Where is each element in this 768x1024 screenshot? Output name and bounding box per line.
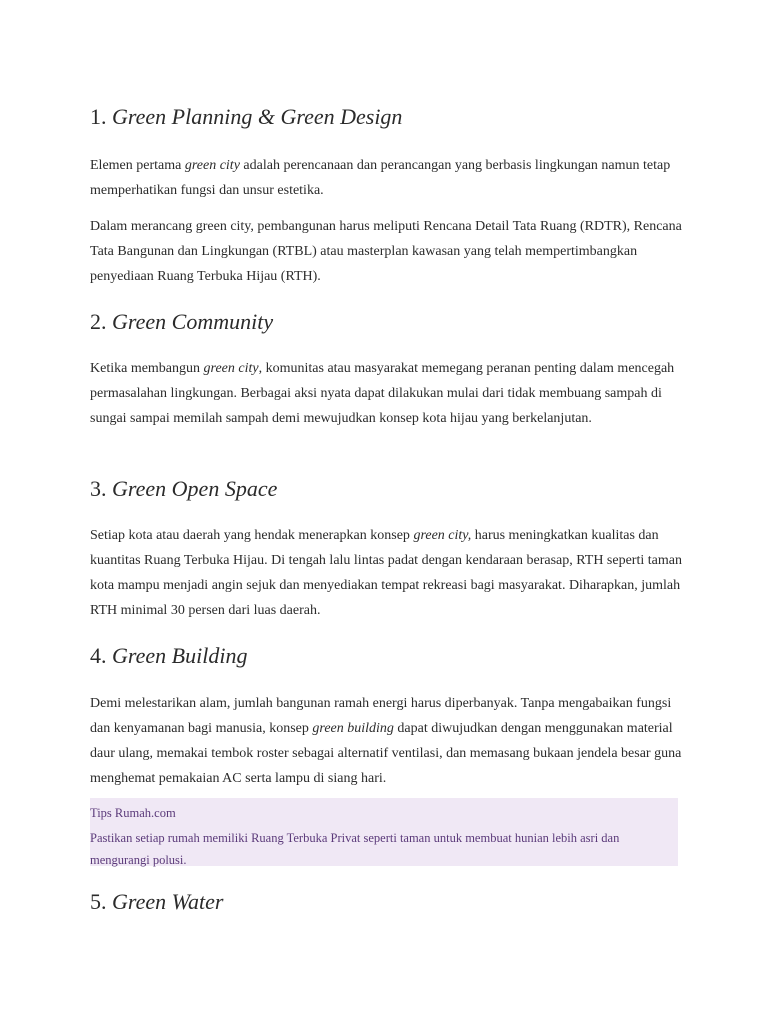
section-title: Green Community: [112, 309, 274, 334]
section-number: 1.: [90, 104, 107, 129]
section-heading-3: [90, 475, 277, 503]
section-title: Green Planning & Green Design: [112, 104, 403, 129]
section-heading-4: [90, 642, 247, 670]
paragraph: Setiap kota atau daerah yang hendak menerapkan konsep green city, harus meningkatkan kualitas dan kuantitas Ruang Terbuka Hijau. Di tengah lalu lintas padat dengan kendaraan berasap, RTH seperti taman kota mampu menjadi angin sejuk dan menyediakan tempat rekreasi bagi masyarakat. Diharapkan, jumlah RTH minimal 30 persen dari luas daerah.: [90, 528, 682, 618]
tips-box: [90, 798, 678, 866]
section-heading-5: [90, 888, 223, 916]
section-title: Green Open Space: [112, 476, 278, 501]
tips-label: Tips Rumah.com: [90, 806, 176, 820]
section-number: 3.: [90, 476, 107, 501]
section-number: 2.: [90, 309, 107, 334]
section-number: 4.: [90, 643, 107, 668]
section-number: 5.: [90, 889, 107, 914]
paragraph: Elemen pertama green city adalah perencanaan dan perancangan yang berbasis lingkungan namun tetap memperhatikan fungsi dan unsur estetika.: [90, 158, 671, 198]
paragraph: Dalam merancang green city, pembangunan harus meliputi Rencana Detail Tata Ruang (RDTR), Rencana Tata Bangunan dan Lingkungan (RTBL) atau masterplan kawasan yang telah mempertimbangkan penyediaan Ruang Terbuka Hijau (RTH).: [90, 219, 682, 284]
section-title: Green Building: [112, 643, 248, 668]
section-heading-1: [90, 103, 402, 131]
paragraph: Demi melestarikan alam, jumlah bangunan ramah energi harus diperbanyak. Tanpa mengabaikan fungsi dan kenyamanan bagi manusia, konsep green building dapat diwujudkan dengan menggunakan material daur ulang, memakai tembok roster sebagai alternatif ventilasi, dan memasang bukaan jendela besar guna menghemat pemakaian AC serta lampu di siang hari.: [90, 696, 682, 786]
paragraph: Ketika membangun green city, komunitas atau masyarakat memegang peranan penting dalam mencegah permasalahan lingkungan. Berbagai aksi nyata dapat dilakukan mulai dari tidak membuang sampah di sungai sampai memilah sampah demi mewujudkan konsep kota hijau yang berkelanjutan.: [90, 361, 675, 426]
tips-body: Pastikan setiap rumah memiliki Ruang Terbuka Privat seperti taman untuk membuat hunian lebih asri dan mengurangi polusi.: [90, 831, 620, 867]
section-heading-2: [90, 308, 273, 336]
section-title: Green Water: [112, 889, 224, 914]
